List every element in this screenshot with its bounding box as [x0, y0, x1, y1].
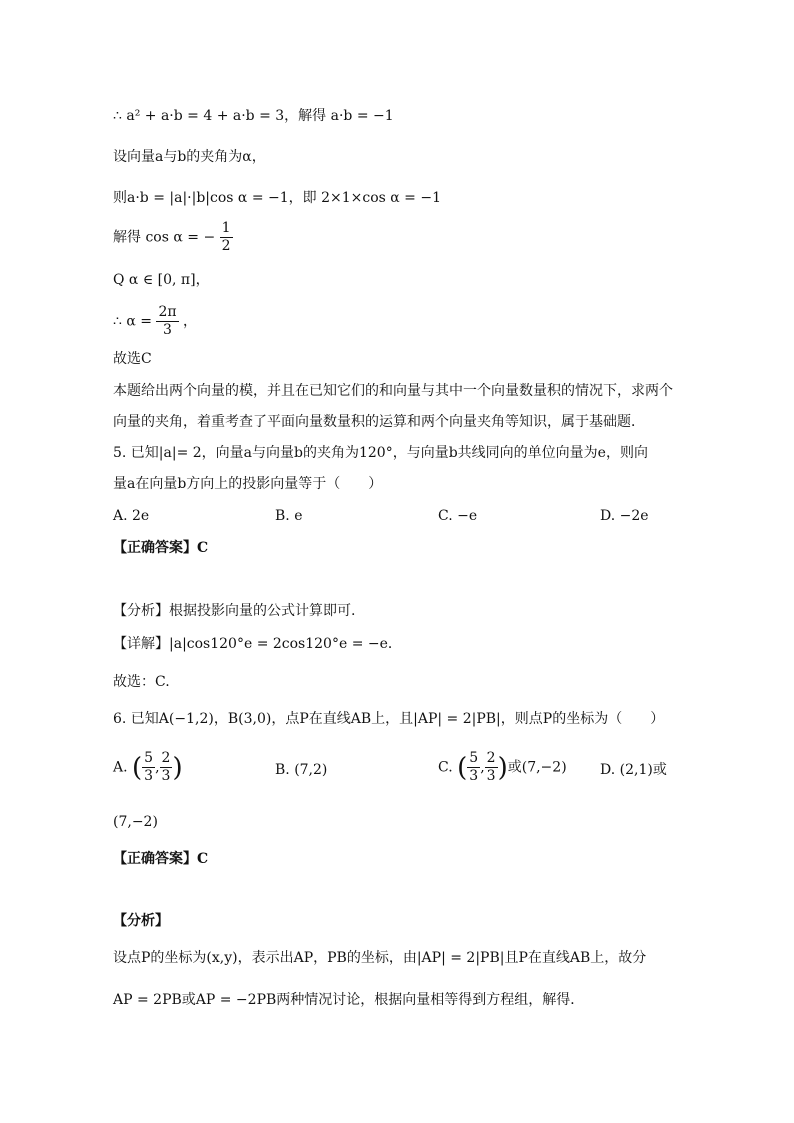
q6-option-d: D. (2,1)或 [600, 762, 667, 778]
q6-stem: 6. 已知A(−1,2)，B(3,0)，点P在直线AB上，且|AP| = 2|PB|，则点P的坐标为（ ） [113, 711, 665, 727]
q5-option-a: A. 2e [113, 508, 150, 524]
q5-stem-line1: 5. 已知|a|= 2，向量a与向量b的夹角为120°，与向量b共线同向的单位向量为e，则向 [113, 445, 648, 461]
fraction-denominator: 3 [486, 768, 496, 784]
eq-alpha-result: ∴ α = $\frac{2\pi}{3}$ ， [113, 304, 198, 338]
q6-option-b: B. (7,2) [275, 762, 328, 778]
fraction [467, 750, 480, 785]
q5-detail: 【详解】|a|cos120°e = 2cos120°e = −e． [113, 636, 402, 652]
eq-cos-relation: 则a·b = |a|·|b|cos α = −1，即 2×1×cos α = −1 [113, 190, 441, 206]
eq-dot-product: ∴ a² + a·b = 4 + a·b = 3，解得 a·b = −1 [113, 108, 394, 124]
q5-choice: 故选：C. [113, 674, 170, 690]
q6-analysis-line1: 设点P的坐标为(x,y)，表示出AP，PB的坐标，由|AP| = 2|PB|且P在直线AB上，故分 [113, 950, 647, 966]
fraction-denominator: 3 [163, 322, 172, 338]
q5-option-c: C. −e [438, 508, 478, 524]
q6-analysis-title: 【分析】 [113, 913, 169, 929]
fraction-denominator: 3 [144, 768, 154, 784]
alpha-range: Q α ∈ [0, π]， [113, 272, 210, 288]
choice-c: 故选C [113, 351, 152, 367]
fraction-denominator: 3 [161, 768, 171, 784]
cos-prefix: 解得 cos α = − [113, 229, 216, 246]
fraction-denominator: 3 [469, 768, 479, 784]
fraction-two-pi-third [156, 304, 178, 339]
q5-answer: 【正确答案】C [113, 540, 209, 556]
q5-stem-line2: 量a在向量b方向上的投影向量等于（ ） [113, 476, 383, 492]
option-c-tail: 或(7,−2) [507, 759, 567, 776]
fraction [485, 750, 498, 785]
q6-answer: 【正确答案】C [113, 851, 209, 867]
angle-definition: 设向量a与b的夹角为α， [113, 149, 266, 165]
fraction-numerator: 5 [144, 750, 154, 766]
summary-paragraph: 本题给出两个向量的模，并且在已知它们的和向量与其中一个向量数量积的情况下，求两个向量的夹角，着重考查了平面向量数量积的运算和两个向量夹角等知识，属于基础题． [113, 383, 673, 430]
fraction-one-half [220, 220, 233, 255]
fraction [142, 750, 155, 785]
option-label: A. [113, 759, 128, 776]
q5-analysis: 【分析】根据投影向量的公式计算即可. [113, 603, 356, 619]
fraction-denominator: 2 [221, 238, 231, 254]
q6-option-d-continuation: (7,−2) [113, 814, 158, 830]
q5-option-d: D. −2e [600, 508, 649, 524]
fraction-numerator: 5 [469, 750, 479, 766]
eq-cos-solve [113, 220, 233, 255]
q6-analysis-line2: AP = 2PB或AP = −2PB两种情况讨论，根据向量相等得到方程组，解得． [113, 992, 585, 1008]
fraction-numerator: 1 [221, 220, 231, 236]
alpha-prefix: ∴ α = [113, 313, 152, 330]
q5-option-b: B. e [275, 508, 303, 524]
fraction-numerator: 2π [158, 304, 177, 320]
q6-option-c: C. ( $\frac{5}{3}$ , $\frac{2}{3}$ )或(7,−2) [438, 750, 567, 784]
q6-option-a: A. ( $\frac{5}{3}$ , $\frac{2}{3}$ ) [113, 750, 183, 784]
fraction-numerator: 2 [161, 750, 171, 766]
fraction [160, 750, 173, 785]
fraction-numerator: 2 [486, 750, 496, 766]
option-label: C. [438, 759, 453, 776]
